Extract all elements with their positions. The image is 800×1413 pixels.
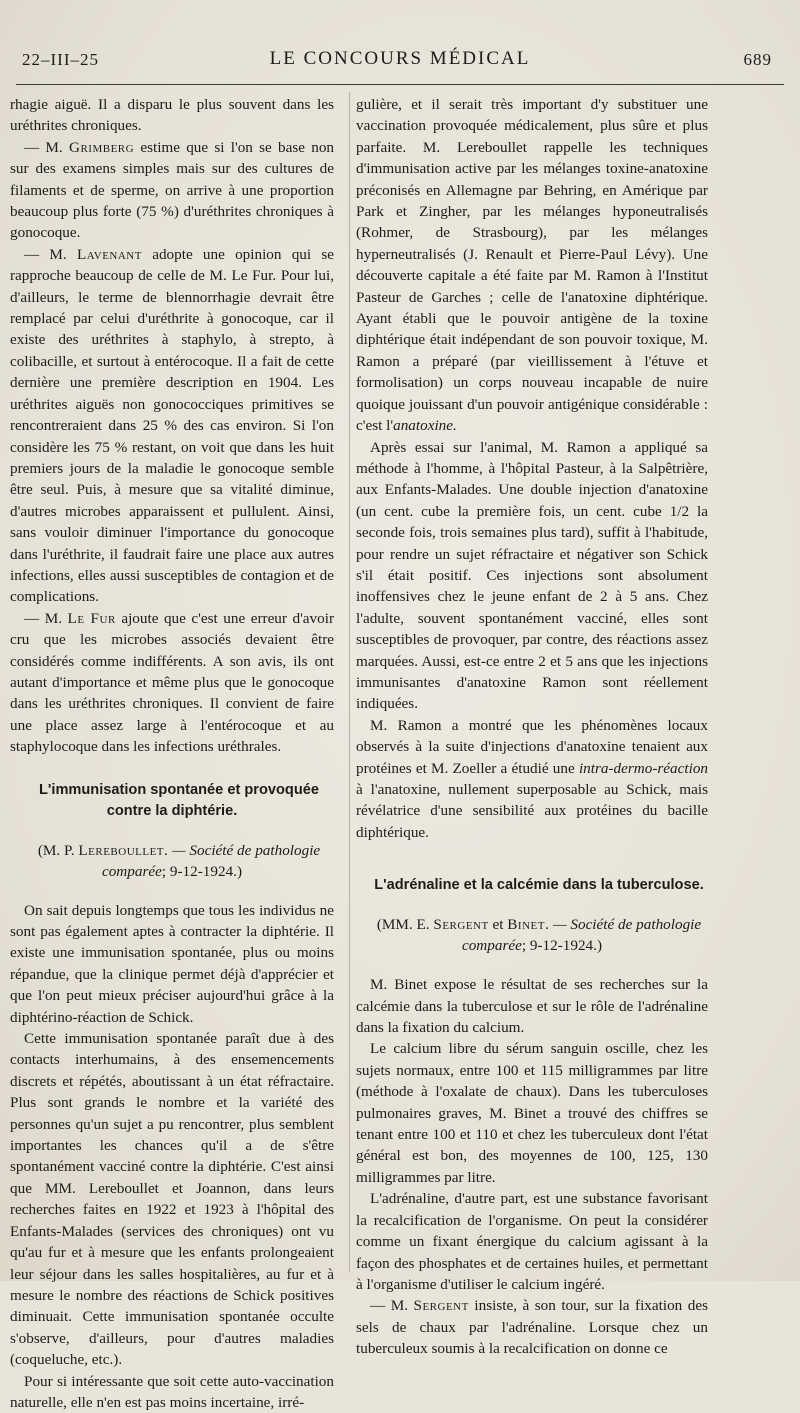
paragraph-grimberg xyxy=(10,137,334,244)
paragraph: rhagie aiguë. Il a disparu le plus souvent dans les uréthrites chroniques. xyxy=(10,96,334,135)
author-name: Grimberg xyxy=(68,138,135,156)
dash-intro: — M. xyxy=(370,1297,408,1315)
paragraph: Après essai sur l'animal, M. Ramon a appliqué sa méthode à l'homme, à l'hôpital Pasteur, à la Salpêtrière, aux Enfants-Malades. Une double injection d'anatoxine (un cent. cube la première fois, un cent. cube 1/2 la seconde fois, trois semaines plus tard), suffit à l'habitude, pour rendre un sujet réfractaire et négativer son Schick s'il était positif. Ces injections sont absolument inoffensives chez le jeune enfant de 2 à 5 ans. Chez l'adulte, souvent spontanément vacciné, elles sont susceptibles de provoquer, par contre, des réactions assez marquées. Aussi, est-ce entre 2 et 5 ans que les injections immunisantes d'anatoxine Ramon sont réellement indiquées. xyxy=(356,438,708,713)
paragraph-zoeller xyxy=(356,715,708,843)
ref-conj: et xyxy=(492,916,504,934)
section-title-diphtheria: L'immunisation spontanée et provoquée contre la diphtérie. xyxy=(39,781,319,819)
ref-society: — Société de pathologie comparée xyxy=(101,841,321,880)
page-header xyxy=(22,48,778,76)
ref-date: ; 9-12-1924.) xyxy=(521,937,603,955)
author-name: Le Fur xyxy=(67,609,116,627)
paragraph-text: M. Ramon a montré que les phénomènes locaux observés à la suite d'injections d'anatoxine tenaient aux protéines et M. Zoeller a étudié une xyxy=(356,716,708,777)
paragraph: L'adrénaline, d'autre part, est une substance favorisant la recalcification de l'organisme. On peut la considérer comme un fixant énergique du calcium agissant à la façon des phosphates et de certaines huiles, et permettant à l'organisme d'utiliser le calcium ingéré. xyxy=(356,1190,708,1293)
italic-term: anatoxine. xyxy=(393,417,457,435)
ref-open: (MM. E. xyxy=(376,916,430,934)
paragraph-text: adopte une opinion qui se rapproche beaucoup de celle de M. Le Fur. Pour lui, d'ailleurs, le terme de blennorrhagie devrait être remplacé par celui d'uréthrite à gonocoque, car il existe des uréthrites à staphylo, à strepto, à colibacille, et surtout à entérocoque. Il a fait de cette dernière une première description en 1904. Les uréthrites aiguës non gonococciques primitives se rencontreraient dans 25 % des cas environ. Si l'on considère les 75 % restant, on voit que dans les huit premiers jours de la maladie le gonocoque semble être seul. Puis, à mesure que sa vitalité diminue, d'autres microbes apparaissent et pullulent. Ainsi, sans vouloir diminuer l'importance du gonocoque dans l'uréthrite, il faudrait faire une place aux autres infections, elles aussi susceptibles de contagion et de complications. xyxy=(10,245,334,606)
column-divider xyxy=(349,92,350,1272)
ref-society: — Société de pathologie comparée xyxy=(461,916,702,955)
paragraph: Cette immunisation spontanée paraît due à des contacts interhumains, à des ensemencements discrets et répétés, aboutissant à un état réfractaire. Plus sont grands le nombre et la variété des personnes qu'un sujet a pu rencontrer, plus semblent importantes les chances qu'il a de s'être spontanément vacciné contre la diphtérie. C'est ainsi que MM. Lereboullet et Joannon, dans leurs recherches faites en 1922 et 1923 à l'hôpital des Enfants-Malades (services des chroniques) ont vu qu'au fur et à mesure que les enfants prolongeaient leur séjour dans les salles hospitalières, au fur et à mesure le nombre des réactions de Schick positives diminuait. Cette immunisation spontanée occulte s'observe, d'ailleurs, pour d'autres maladies (coqueluche, etc.). xyxy=(10,1030,334,1369)
ref-author: Sergent xyxy=(433,916,489,934)
paragraph: On sait depuis longtemps que tous les individus ne sont pas également aptes à contracter la diphtérie. Il existe une immunisation spontanée, plus ou moins répandue, que la clinique permet déjà d'apprécier et que l'on peut mieux préciser aujourd'hui grâce à la diphtérino-réaction de Schick. xyxy=(10,901,334,1026)
dash-intro: — M. xyxy=(24,138,63,156)
dash-intro: — M. xyxy=(24,609,63,627)
ref-author: Lereboullet. xyxy=(78,841,169,859)
right-column xyxy=(356,94,708,1360)
paragraph: Le calcium libre du sérum sanguin oscille, chez les sujets normaux, entre 100 et 115 milligrammes par litre (méthode à l'oxalate de chaux). Dans les tuberculoses pulmonaires graves, M. Binet a trouvé des chiffres se tenant entre 100 et 110 et chez les tuberculeux dont l'état général est bon, des moyennes de 100, 125, 130 milligrammes par litre. xyxy=(356,1040,708,1186)
paragraph-text: insiste, à son tour, sur la fixation des sels de chaux par l'adrénaline. Lorsque chez un tuberculeux soumis à la recalcification on donne ce xyxy=(356,1297,709,1358)
section-reference xyxy=(10,840,334,882)
author-name: Sergent xyxy=(413,1297,469,1315)
paragraph-text: gulière, et il serait très important d'y substituer une vaccination provoquée médicalement, plus sûre et plus parfaite. M. Lereboullet rappelle les techniques d'immunisation active par les mélanges toxine-anatoxine préconisés en Allemagne par Behring, en Amérique par Park et Zingher, par les mélanges hyponeutralisés (Rohmer, de Strasbourg), par les mélanges hyperneutralisés (J. Renault et Pierre-Paul Lévy). Une découverte capitale a été faite par M. Ramon à l'Institut Pasteur de Garches ; celle de l'anatoxine diphtérique. Ayant établi que le pouvoir antigène de la toxine diphtérique était indépendant de son pouvoir toxique, M. Ramon a préparé (par vieillissement à l'étuve et formolisation) un corps nouveau incapable de nuire quoique jouissant d'un pouvoir antigénique considérable : c'est l' xyxy=(356,96,708,435)
ref-author: Binet. xyxy=(507,916,550,934)
left-column xyxy=(10,94,334,1413)
paragraph-text: ajoute que c'est une erreur d'avoir cru que les microbes associés devaient être considérés comme indifférents. A son avis, ils ont autant d'importance et même plus que le gonocoque dans les uréthrites chroniques. Il convient de faire une place assez large à l'entérocoque et au staphylocoque dans les infections uréthrales. xyxy=(10,609,335,756)
section-title-adrenaline: L'adrénaline et la calcémie dans la tuberculose. xyxy=(374,877,704,894)
paragraph-text: estime que si l'on se base non sur des examens simples mais sur des cultures de filaments et de sperme, on arrive à une proportion beaucoup plus forte (75 %) d'uréthrites chroniques à gonocoque. xyxy=(10,138,335,242)
ref-open: (M. P. xyxy=(37,841,75,859)
author-name: Lavenant xyxy=(76,245,142,263)
page-number: 689 xyxy=(743,50,772,69)
ref-date: ; 9-12-1924.) xyxy=(161,862,243,880)
paragraph-text: à l'anatoxine, nullement superposable au Schick, mais révélatrice d'une sensibilité aux protéines du bacille diphtérique. xyxy=(356,781,708,841)
section-reference xyxy=(356,914,708,956)
paragraph-continued xyxy=(356,94,708,437)
paragraph-lavenant xyxy=(10,244,334,608)
paragraph-sergent xyxy=(356,1295,708,1359)
paragraph: Pour si intéressante que soit cette auto-vaccination naturelle, elle n'en est pas moins incertaine, irré- xyxy=(10,1372,334,1411)
paragraph: M. Binet expose le résultat de ses recherches sur la calcémie dans la tuberculose et sur le rôle de l'adrénaline dans la fixation du calcium. xyxy=(356,976,708,1037)
italic-term: intra-dermo-réaction xyxy=(578,759,709,777)
dash-intro: — M. xyxy=(24,245,67,263)
paragraph-le-fur xyxy=(10,608,334,758)
issue-date: 22–III–25 xyxy=(22,50,99,69)
header-rule xyxy=(16,84,784,85)
journal-title: LE CONCOURS MÉDICAL xyxy=(269,48,531,69)
